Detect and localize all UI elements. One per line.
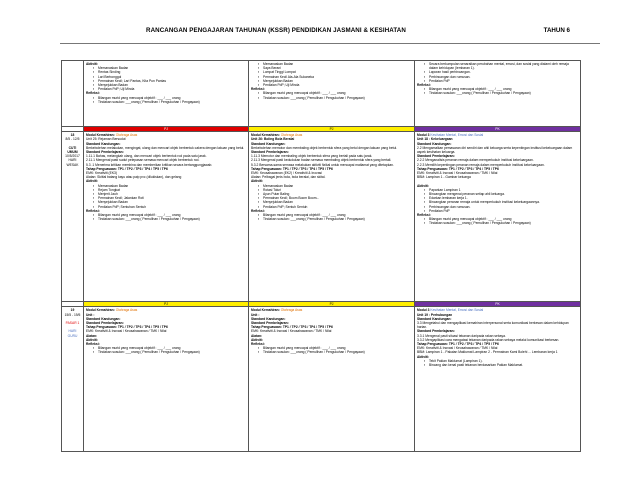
list-item: ▪ Permainan Kecil; Boom Boom Boom...	[263, 196, 412, 200]
pk-bar: PK	[415, 302, 581, 307]
week-dates: 8/5 - 12/5	[65, 137, 80, 142]
sp-item: 5.3.2 Bersama-sama semasa melakukan aktiviti fizikal untuk mencapai matlamat yang ditetapkan.	[251, 162, 394, 167]
list-item: ▪ Laporan hasil perbincangan.	[429, 70, 578, 74]
refleksi-list	[251, 91, 412, 99]
bbm-text: BBM: Lampiran 1 - Gambar keluarga	[417, 175, 471, 180]
refleksi-list	[251, 346, 412, 354]
list-item: ▪ Tindakan susulan: ___orang ( Pemulihan / Pengukuhan / Pengayaan)	[429, 91, 578, 95]
alatan-text: Alatan:	[251, 333, 263, 338]
unit-title: Unit 26: Boling Bola Beralai	[251, 137, 295, 142]
aktiviti-label: Aktiviti:	[417, 183, 430, 188]
pj-cell	[249, 61, 415, 127]
alatan-text: Alatan: Skittal batang kayu atau paip pvc (dilukiskan), dan gelang	[86, 175, 182, 180]
list-item: ▪ Menyejukkan Badan	[263, 200, 412, 204]
list-item: ▪ Saya Berani	[263, 66, 412, 70]
aktiviti-label: Aktiviti:	[417, 354, 430, 359]
holiday-type: UMUM	[67, 150, 78, 155]
tp-text: Tahap Penguasaan: TP1 / TP2 / TP3 / TP4 / TP5 / TP6	[251, 166, 333, 171]
list-item: ▪ Tindakan susulan: ___orang ( Pemulihan / Pengukuhan / Pengayaan)	[98, 100, 246, 104]
list-item: ▪ Tindakan susulan: ___orang ( Pemulihan / Pengukuhan / Pengayaan)	[429, 221, 578, 225]
pk-cell	[415, 307, 581, 452]
sp-label: Standard Pembelajaran:	[251, 150, 289, 155]
sp-label: Standard Pembelajaran:	[251, 321, 289, 326]
sk-text: 3.3 Mengetahui dan mengaplikasi kemahiran interpersonal serta komunikasi berkesan dalam kehidupan harian.	[417, 321, 569, 330]
modul-label: Modul 3	[417, 308, 430, 313]
list-item: ▪ Penilaian PdP; Sentuhan Sentuh	[98, 205, 246, 209]
modul-name: Kesihatan Mental, Emosi dan Sosial	[430, 308, 484, 313]
week-number: 19	[70, 308, 75, 313]
week-dates: 15/5 - 19/5	[64, 312, 81, 317]
aktiviti-list	[251, 62, 412, 87]
list-item: ▪ Bilangan murid yang mencapai objektif : ___ / ___ orang	[98, 96, 246, 100]
list-item: ▪ Edarkan lembaran kerja 1.	[429, 196, 578, 200]
tp-text: Tahap Penguasaan: TP1 / TP2 / TP3 / TP4 / TP5 / TP6	[86, 325, 168, 330]
list-item: ▪ Permainan Kecil; Lari Pantas, Kita Pun Pantas	[98, 79, 246, 83]
unit-title: Unit :	[251, 312, 260, 317]
pj-cell	[84, 132, 249, 302]
list-item: ▪ Rentas Sinding	[98, 70, 246, 74]
list-item: ▪ Memanaskan Badan	[98, 66, 246, 70]
refleksi-list	[86, 346, 246, 354]
list-item: ▪ Penilaian PdP; Sentuh Sentuh	[263, 205, 412, 209]
page-header	[60, 27, 600, 39]
pk-bar: PK	[415, 127, 581, 132]
sp-item: 3.3.1 Mengenal pasti situasi tekanan daripada rakan sebaya.	[417, 333, 506, 338]
list-item: ▪ Tekit Pakian Maklumat (Lampiran 1).	[429, 359, 578, 363]
emk-text: EMK: Kreativiti & Inovasi / Keusahawanan / TMK / Nilai	[417, 171, 498, 176]
list-item: ▪ Perbincangan dan rumusan.	[429, 75, 578, 79]
pj-bar: PJ	[249, 127, 415, 132]
list-item: ▪ Lompat Tinggi Lompat	[263, 70, 412, 74]
modul-name: Olahraga Asas	[115, 133, 138, 138]
unit-title: Unit :	[86, 312, 95, 317]
holiday-date: 10/5/2017	[65, 154, 80, 159]
sk-label: Standard Kandungan:	[417, 141, 452, 146]
list-item: ▪ Secara berkumpulan senaraikan perubahan mental, emosi, dan sosial yang dialami oleh remaja dalam kehidupan (lembaran 1).	[429, 62, 578, 70]
list-item: ▪ Bilangan murid yang mencapai objektif : ___ / ___ orang	[263, 346, 412, 350]
list-item: ▪ Menjerit Jauh	[98, 192, 246, 196]
refleksi-label: Refleksi:	[251, 208, 265, 213]
emk-text: EMK: Kreativiti & Inovasi / Keusahawanan / TMK / Nilai	[417, 346, 498, 351]
sp-item: 2.11.3 Mengenal pasti kedudukan badan semasa membaling objek berbentuk sfera yang bertali.	[251, 158, 392, 163]
modul-name: Kesihatan Mental, Emosi dan Sosial	[430, 133, 484, 138]
modul-label: Modul Kemahiran:	[251, 133, 280, 138]
week-cell	[62, 61, 84, 127]
refleksi-label: Refleksi:	[251, 342, 265, 347]
modul-label: Modul Kemahiran:	[86, 308, 115, 313]
aktiviti-list	[417, 359, 578, 367]
bbm-text: BBM: Lampiran 1 - Pakaian Maklumat Lampiran 2 - Permainan Kami Bolehi ... Lembaran kerja 1	[417, 350, 558, 355]
modul-name: Olahraga Asas	[115, 308, 138, 313]
sp-item: 2.11.1 Mengenal pasti sudut pelepasan semasa mencari objek berbentuk rod.	[86, 158, 200, 163]
list-item: ▪ Menyejukkan Badan	[263, 79, 412, 83]
list-item: ▪ Bincang dan kenal pasti tekanan berdasarkan Pakian Maklumat.	[429, 363, 578, 367]
pj-cell	[249, 132, 415, 302]
refleksi-label: Refleksi:	[86, 91, 100, 96]
list-item: ▪ Bilangan murid yang mencapai objektif : ___ / ___ orang	[429, 217, 578, 221]
aktiviti-label: Aktiviti:	[86, 62, 99, 66]
pj-bar: PJ	[249, 302, 415, 307]
emk-text: EMK: Kreativiti & Inovasi / Keusahawanan / TMK / Nilai	[251, 329, 332, 334]
sp-item: 2.2.2 Menganalisis peranan remaja dalam memperkukuh institusi kekeluargaan.	[417, 158, 534, 163]
aktiviti-label: Aktiviti:	[86, 337, 99, 342]
unit-title: Unit 19 : Perhubungan	[417, 312, 453, 317]
pj-bar: PJ	[84, 302, 249, 307]
list-item: ▪ Paparkan Lampiran 1	[429, 188, 578, 192]
sk-text: Berkebolehan memotor dan membaling objek berbentuk sfera yang betul dengan lakuan yang betul.	[251, 145, 398, 150]
refleksi-list	[251, 213, 412, 221]
tp-text: Tahap Penguasaan: TP1 / TP2 / TP3 / TP4 / TP5 / TP6	[86, 166, 168, 171]
list-item: ▪ Bilangan murid yang mencapai objektif : ___ / ___ orang	[263, 91, 412, 95]
assessment-label: PASAR 1	[65, 321, 80, 326]
list-item: ▪ Penilaian PdP; Uji Minda	[98, 87, 246, 91]
list-item: ▪ Permainan Kecil Ala-Ala Sukaneka	[263, 75, 412, 79]
refleksi-list	[417, 217, 578, 225]
tp-text: Tahap Penguasaan: TP1 / TP2 / TP3 / TP4 / TP5 / TP6	[417, 342, 499, 347]
aktiviti-label: Aktiviti:	[86, 179, 99, 184]
list-item: ▪ Menyejukkan Badan	[98, 83, 246, 87]
emk-text: EMK: Kreativiti (EK3)	[86, 171, 117, 176]
list-item: ▪ Penilaian PdP; Uji Minda	[263, 83, 412, 87]
sk-label: Standard Kandungan:	[251, 316, 286, 321]
sk-text: 2.2 Mengamalkan pemasaran diri sendiri dan ahli keluarga serta kepentingan institusi kekeluargaan dalam aspek kesihatan keluarga.	[417, 145, 573, 155]
lesson-plan-table	[61, 60, 581, 452]
refleksi-label: Refleksi:	[251, 87, 265, 92]
list-item: ▪ Bilangan murid yang mencapai objektif : ___ / ___ orang	[98, 346, 246, 350]
sp-item: 3.3.2 Mengaplikasi cara mengatasi tekanan daripada rakan sebaya melalui komunikasi berkesan.	[417, 337, 560, 342]
document-title: RANCANGAN PENGAJARAN TAHUNAN (KSSR) PENDIDIKAN JASMANI & KESIHATAN	[146, 27, 406, 34]
refleksi-list	[417, 87, 578, 95]
pj-cell	[249, 307, 415, 452]
list-item: ▪ Bilangan murid yang mencapai objektif : ___ / ___ orang	[429, 87, 578, 91]
holiday-name: HARI WESAK	[66, 158, 79, 167]
modul-name: Olahraga Asas	[280, 308, 303, 313]
list-item: ▪ Memanaskan Badan	[263, 62, 412, 66]
pj-bar: PJ	[84, 127, 249, 132]
week-number: 18	[70, 133, 75, 138]
event-label: HARI GURU	[67, 329, 78, 338]
header-divider	[60, 43, 600, 44]
sk-label: Standard Kandungan:	[86, 316, 121, 321]
list-item: ▪ Tindakan susulan: ___orang ( Pemulihan / Pengukuhan / Pengayaan)	[98, 350, 246, 354]
pk-list	[417, 62, 578, 83]
list-item: ▪ Menyejukkan Badan	[98, 200, 246, 204]
list-item: ▪ Memanaskan Badan	[98, 184, 246, 188]
aktiviti-list	[417, 188, 578, 213]
refleksi-label: Refleksi:	[86, 342, 100, 347]
sk-text: Berkebolehan melakukan, mengingat, ulang dan mencari objek berbentuk cakera dengan lakuan yang betul.	[86, 145, 245, 150]
list-item: ▪ Lari Berbonggol	[98, 75, 246, 79]
refleksi-list	[86, 213, 246, 221]
sp-label: Standard Pembelajaran:	[417, 329, 455, 334]
list-item: ▪ Bilangan murid yang mencapai objektif : ___ / ___ orang	[98, 213, 246, 217]
modul-label: Modul 3	[417, 133, 430, 138]
aktiviti-list	[251, 184, 412, 209]
tp-text: Tahap Penguasaan: TP1 / TP2 / TP3 / TP4 / TP5 / TP6	[417, 166, 499, 171]
modul-label: Modul Kemahiran:	[251, 308, 280, 313]
holiday-label: CUTI	[68, 145, 77, 150]
aktiviti-label: Aktiviti:	[251, 179, 264, 184]
pj-cell	[84, 61, 249, 127]
aktiviti-label: Aktiviti:	[251, 337, 264, 342]
table-row	[62, 307, 581, 452]
sp-label: Standard Pembelajaran:	[417, 154, 455, 159]
sk-label: Standard Kandungan:	[251, 141, 286, 146]
list-item: ▪ Rejam Tongkat	[98, 188, 246, 192]
list-item: ▪ Perbincangan dan rumusan.	[429, 205, 578, 209]
emk-text: EMK: Kreativiti & Inovasi / Keusahawanan / TMK / Nilai	[86, 329, 167, 334]
sp-item: 1.11.3 Memotor dan membaling objek berbentuk sfera yang bertali pada satu jarak.	[251, 154, 373, 159]
sp-item: 2.2.3 Memilih kepentingan peranan remaja dalam memperkukuh institusi kekeluargaan.	[417, 162, 545, 167]
list-item: ▪ Rotasi Toluri	[263, 188, 412, 192]
list-item: ▪ Tindakan susulan: ___orang ( Pemulihan / Pengukuhan / Pengayaan)	[263, 350, 412, 354]
emk-text: EMK: Keusahawanan (EK2) / Kreativiti & Inovasi	[251, 171, 322, 176]
week-cell	[62, 132, 84, 302]
list-item: ▪ Bincangkan peranan remaja untuk memperkukuh institusi kekeluargaannya.	[429, 200, 578, 204]
aktiviti-list	[86, 66, 246, 91]
year-label: TAHUN 6	[543, 27, 570, 34]
unit-title: Unit 18 : Kekeluargaan	[417, 137, 453, 142]
alatan-text: Alatan:	[86, 333, 98, 338]
table-row	[62, 61, 581, 127]
modul-label: Modul Kemahiran:	[86, 133, 115, 138]
tp-text: Tahap Penguasaan: TP1 / TP2 / TP3 / TP4 / TP5 / TP6	[251, 325, 333, 330]
list-item: ▪ Bincangkan mengenai peranan setiap ahli keluarga.	[429, 192, 578, 196]
unit-title: Unit 25: Rejaman Bersudut	[86, 137, 126, 142]
sp-label: Standard Pembelajaran:	[86, 150, 124, 155]
sk-label: Standard Kandungan:	[417, 316, 452, 321]
sk-label: Standard Kandungan:	[86, 141, 121, 146]
sp-item: 5.3 .1 Menerima kritikan membina dan memberikan kritikan secara bertanggungjawab.	[86, 162, 213, 167]
list-item: ▪ Penilaian PdP	[429, 209, 578, 213]
table-row	[62, 132, 581, 302]
list-item: ▪ Permainan Kecil; Jalankan Roti	[98, 196, 246, 200]
sp-label: Standard Pembelajaran:	[86, 321, 124, 326]
list-item: ▪ Memanaskan Badan	[263, 184, 412, 188]
list-item: ▪ Tindakan susulan: ___orang ( Pemulihan / Pengukuhan / Pengayaan)	[263, 96, 412, 100]
pk-cell	[415, 132, 581, 302]
pj-cell	[84, 307, 249, 452]
list-item: ▪ Bilangan murid yang mencapai objektif : ___ / ___ orang	[263, 213, 412, 217]
aktiviti-list	[86, 184, 246, 209]
refleksi-list	[86, 96, 246, 104]
week-cell	[62, 307, 84, 452]
refleksi-label: Refleksi:	[86, 208, 100, 213]
refleksi-label: Refleksi:	[417, 213, 431, 218]
list-item: ▪ Tindakan susulan: ___orang ( Pemulihan / Pengukuhan / Pengayaan)	[263, 217, 412, 221]
list-item: ▪ Tindakan susulan: ___orang ( Pemulihan / Pengukuhan / Pengayaan)	[98, 217, 246, 221]
pk-cell	[415, 61, 581, 127]
list-item: ▪ Penilaian PdP	[429, 79, 578, 83]
sp-item: 1.11.1 Bahas, melangkah ulang, dan mencari objek berbentuk rod pada satu jarak.	[86, 154, 207, 159]
refleksi-label: Refleksi:	[417, 83, 431, 88]
alatan-text: Alatan: Pelbagai jenis bola, bola beralai, dan skital.	[251, 175, 326, 180]
list-item: ▪ Ayun Putar Baling	[263, 192, 412, 196]
modul-name: Olahraga Asas	[280, 133, 303, 138]
